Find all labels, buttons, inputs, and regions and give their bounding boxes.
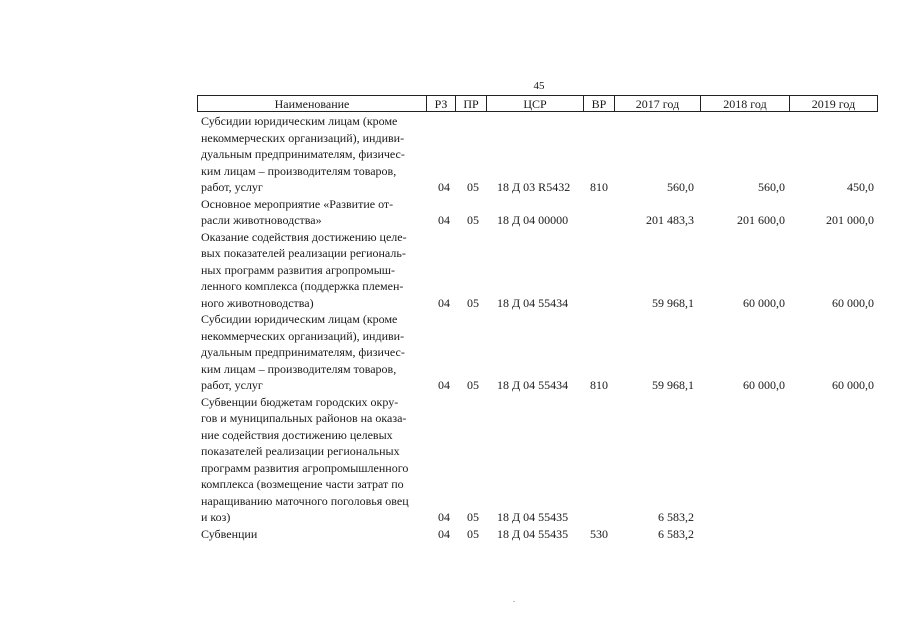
row-name xyxy=(201,394,423,526)
row-name xyxy=(201,113,423,196)
row-name-line: вых показателей реализации региональ- xyxy=(201,246,406,260)
row-name-line: работ, услуг xyxy=(201,378,263,392)
row-name-line: Оказание содействия достижению целе- xyxy=(201,229,407,244)
row-2017: 6 583,2 xyxy=(658,526,694,541)
header-name: Наименование xyxy=(274,97,350,111)
row-name-line: некоммерческих организаций), индиви- xyxy=(201,328,405,343)
row-name xyxy=(201,196,423,229)
row-name-line: ким лицам – производителям товаров, xyxy=(201,361,397,376)
row-pr: 05 xyxy=(467,180,479,194)
row-pr: 05 xyxy=(467,378,479,392)
row-name-line: Субсидии юридическим лицам (кроме xyxy=(201,114,398,128)
row-2018: 60 000,0 xyxy=(743,295,785,310)
row-csr: 18 Д 04 55434 xyxy=(497,295,569,310)
row-rz: 04 xyxy=(438,213,450,227)
row-name-line: ного животноводства) xyxy=(201,295,314,310)
header-vr: ВР xyxy=(591,97,607,111)
table-row xyxy=(0,196,905,229)
row-2019: 201 000,0 xyxy=(826,213,874,227)
row-name-line: гов и муниципальных районов на оказа- xyxy=(201,411,407,425)
row-name-line: ных программ развития агропромыш- xyxy=(201,262,396,277)
header-csr: ЦСР xyxy=(523,97,547,111)
row-name-line: Субвенции бюджетам городских окру- xyxy=(201,394,399,409)
row-2017: 59 968,1 xyxy=(652,295,694,310)
page-number: 45 xyxy=(533,80,545,92)
header-2019: 2019 год xyxy=(811,97,856,111)
row-2019: 450,0 xyxy=(847,180,874,194)
row-name-line: наращиванию маточного поголовья овец xyxy=(201,493,409,508)
row-rz: 04 xyxy=(438,180,450,194)
row-name-line: Основное мероприятие «Развитие от- xyxy=(201,196,394,211)
table-header xyxy=(197,95,878,112)
row-pr: 05 xyxy=(467,213,479,227)
row-vr: 810 xyxy=(590,180,608,194)
row-2018: 560,0 xyxy=(758,180,785,194)
table-row xyxy=(0,394,905,526)
row-name-line: дуальным предпринимателям, физичес- xyxy=(201,147,405,161)
table-row xyxy=(0,311,905,394)
row-name-line: комплекса (возмещение части затрат по xyxy=(201,477,404,491)
row-2018: 60 000,0 xyxy=(743,378,785,392)
row-name-line: и коз) xyxy=(201,510,231,524)
row-2019: 60 000,0 xyxy=(832,378,874,392)
row-pr: 05 xyxy=(467,510,479,524)
row-vr: 810 xyxy=(590,378,608,392)
row-2017: 201 483,3 xyxy=(646,213,694,227)
row-csr: 18 Д 04 00000 xyxy=(497,213,569,227)
row-csr: 18 Д 03 R5432 xyxy=(497,180,571,194)
header-pr: ПР xyxy=(463,97,479,111)
row-name-line: ленного комплекса (поддержка племен- xyxy=(201,279,404,293)
row-rz: 04 xyxy=(438,510,450,524)
row-name-line: ние содействия достижению целевых xyxy=(201,427,393,442)
row-name-line: работ, услуг xyxy=(201,180,263,194)
row-pr: 05 xyxy=(467,295,479,310)
row-rz: 04 xyxy=(438,295,450,310)
table-row xyxy=(0,113,905,196)
row-pr: 05 xyxy=(467,526,479,541)
header-2017: 2017 год xyxy=(635,97,680,111)
row-2019: 60 000,0 xyxy=(832,295,874,310)
row-vr: 530 xyxy=(590,526,608,541)
row-csr: 18 Д 04 55434 xyxy=(497,378,569,392)
row-rz: 04 xyxy=(438,378,450,392)
row-name-line: программ развития агропромышленного xyxy=(201,460,409,475)
header-2018: 2018 год xyxy=(723,97,767,111)
row-2018: 201 600,0 xyxy=(737,213,785,227)
row-name-line: Субвенции xyxy=(201,526,258,541)
row-csr: 18 Д 04 55435 xyxy=(497,510,569,524)
row-name xyxy=(201,526,423,543)
scan-speck xyxy=(513,601,515,602)
row-name-line: показателей реализации региональных xyxy=(201,444,400,458)
row-rz: 04 xyxy=(438,526,450,541)
header-rz: РЗ xyxy=(434,97,448,111)
row-name xyxy=(201,229,423,312)
row-name-line: дуальным предпринимателям, физичес- xyxy=(201,345,405,359)
row-name-line: расли животноводства» xyxy=(201,213,322,227)
row-csr: 18 Д 04 55435 xyxy=(497,526,569,541)
row-name-line: Субсидии юридическим лицам (кроме xyxy=(201,312,398,326)
row-2017: 6 583,2 xyxy=(658,510,694,524)
row-2017: 59 968,1 xyxy=(652,378,694,392)
row-name-line: некоммерческих организаций), индиви- xyxy=(201,130,405,145)
row-name xyxy=(201,311,423,394)
table-row xyxy=(0,526,905,543)
table-row xyxy=(0,229,905,312)
row-name-line: ким лицам – производителям товаров, xyxy=(201,163,397,178)
row-2017: 560,0 xyxy=(667,180,694,194)
